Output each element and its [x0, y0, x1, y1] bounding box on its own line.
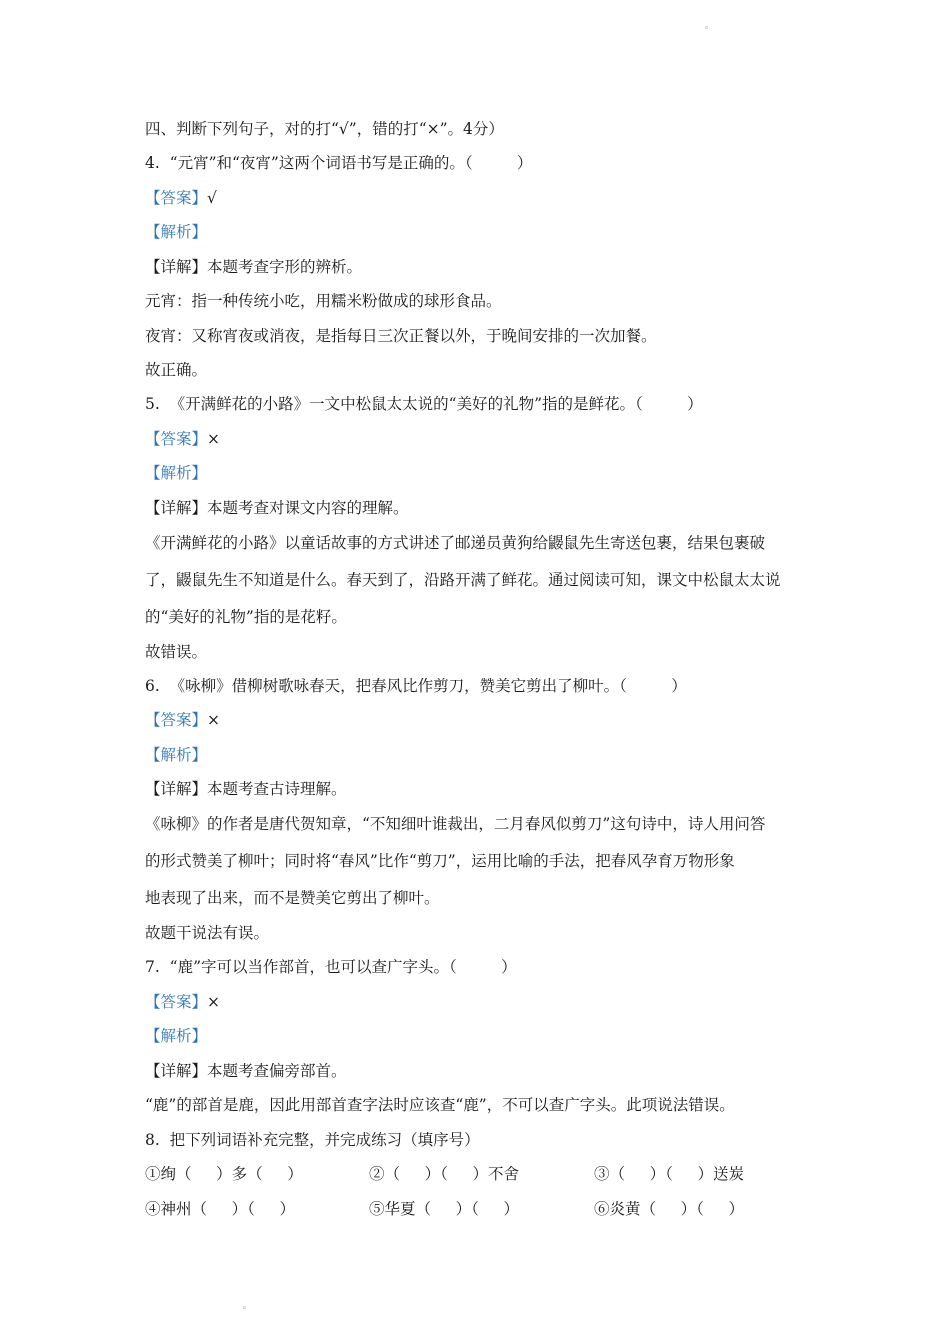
- question-8-item: ⑤华夏（ ）（ ）: [369, 1200, 520, 1218]
- question-5-answer: [145, 429, 220, 449]
- detail-text: 本题考查古诗理解。: [207, 780, 347, 798]
- detail-tag: 【详解】: [145, 780, 208, 798]
- answer-tag: 【答案】: [145, 430, 208, 448]
- question-4-answer: [145, 188, 217, 208]
- question-6-body-line: 《咏柳》的作者是唐代贺知章，“不知细叶谁裁出，二月春风似剪刀”这句诗中，诗人用问答: [145, 815, 766, 833]
- question-6-analysis-tag: 【解析】: [145, 746, 208, 764]
- question-8-item: ④神州（ ）（ ）: [145, 1200, 296, 1218]
- question-8-item: ⑥炎黄（ ）（ ）: [594, 1200, 745, 1218]
- question-8-item: ③（ ）（ ）送炭: [594, 1165, 745, 1183]
- question-5-body-line: 了，鼹鼠先生不知道是什么。春天到了，沿路开满了鲜花。通过阅读可知，课文中松鼠太太说: [145, 571, 781, 589]
- question-6-answer: [145, 710, 220, 730]
- question-5-body-line: 《开满鲜花的小路》以童话故事的方式讲述了邮递员黄狗给鼹鼠先生寄送包裹，结果包裹破: [145, 534, 766, 552]
- detail-text: 本题考查对课文内容的理解。: [207, 499, 409, 517]
- question-7-detail: [145, 1061, 347, 1081]
- answer-tag: 【答案】: [145, 993, 208, 1011]
- answer-value: ×: [207, 711, 221, 729]
- question-5-analysis-tag: 【解析】: [145, 464, 208, 482]
- question-6-body-line: 的形式赞美了柳叶；同时将“春风”比作“剪刀”，运用比喻的手法，把春风孕育万物形象: [145, 852, 735, 870]
- question-7-analysis-tag: 【解析】: [145, 1027, 208, 1045]
- detail-text: 本题考查偏旁部首。: [207, 1062, 347, 1080]
- detail-tag: 【详解】: [145, 499, 208, 517]
- question-4-stem: 4. “元宵”和“夜宵”这两个词语书写是正确的。（ ）: [145, 154, 533, 172]
- question-6-detail: [145, 779, 347, 799]
- question-5-body-line: 的“美好的礼物”指的是花籽。: [145, 608, 347, 626]
- question-7-stem: 7. “鹿”字可以当作部首，也可以查广字头。（ ）: [145, 958, 517, 976]
- question-4-body-line: 夜宵：又称宵夜或消夜，是指每日三次正餐以外，于晚间安排的一次加餐。: [145, 327, 657, 345]
- question-7-answer: [145, 992, 220, 1012]
- question-5-detail: [145, 498, 409, 518]
- question-5-stem: 5. 《开满鲜花的小路》一文中松鼠太太说的“美好的礼物”指的是鲜花。（ ）: [145, 395, 703, 413]
- section-heading: 四、判断下列句子，对的打“√”，错的打“×”。4分）: [145, 120, 504, 138]
- question-4-conclusion: 故正确。: [145, 361, 208, 379]
- detail-tag: 【详解】: [145, 1062, 208, 1080]
- detail-text: 本题考查字形的辨析。: [207, 258, 363, 276]
- question-4-body-line: 元宵：指一种传统小吃，用糯米粉做成的球形食品。: [145, 292, 502, 310]
- question-6-conclusion: 故题干说法有误。: [145, 924, 270, 942]
- detail-tag: 【详解】: [145, 258, 208, 276]
- question-8-item: ②（ ）（ ）不舍: [369, 1165, 520, 1183]
- answer-value: ×: [207, 430, 221, 448]
- question-5-conclusion: 故错误。: [145, 643, 208, 661]
- question-8-stem: 8. 把下列词语补充完整，并完成练习（填序号）: [145, 1131, 480, 1149]
- answer-value: ×: [207, 993, 221, 1011]
- answer-value: √: [207, 189, 217, 207]
- question-8-item: ①绚（ ）多（ ）: [145, 1165, 303, 1183]
- question-6-body-line: 地表现了出来，而不是赞美它剪出了柳叶。: [145, 889, 440, 907]
- question-7-body-line: “鹿”的部首是鹿，因此用部首查字法时应该查“鹿”，不可以查广字头。此项说法错误。: [145, 1096, 735, 1114]
- answer-tag: 【答案】: [145, 711, 208, 729]
- footer-mark: 。: [243, 1301, 253, 1311]
- answer-tag: 【答案】: [145, 189, 208, 207]
- question-4-analysis-tag: 【解析】: [145, 223, 208, 241]
- header-mark: 。: [705, 21, 715, 31]
- question-6-stem: 6. 《咏柳》借柳树歌咏春天，把春风比作剪刀，赞美它剪出了柳叶。（ ）: [145, 677, 687, 695]
- question-4-detail: [145, 257, 362, 277]
